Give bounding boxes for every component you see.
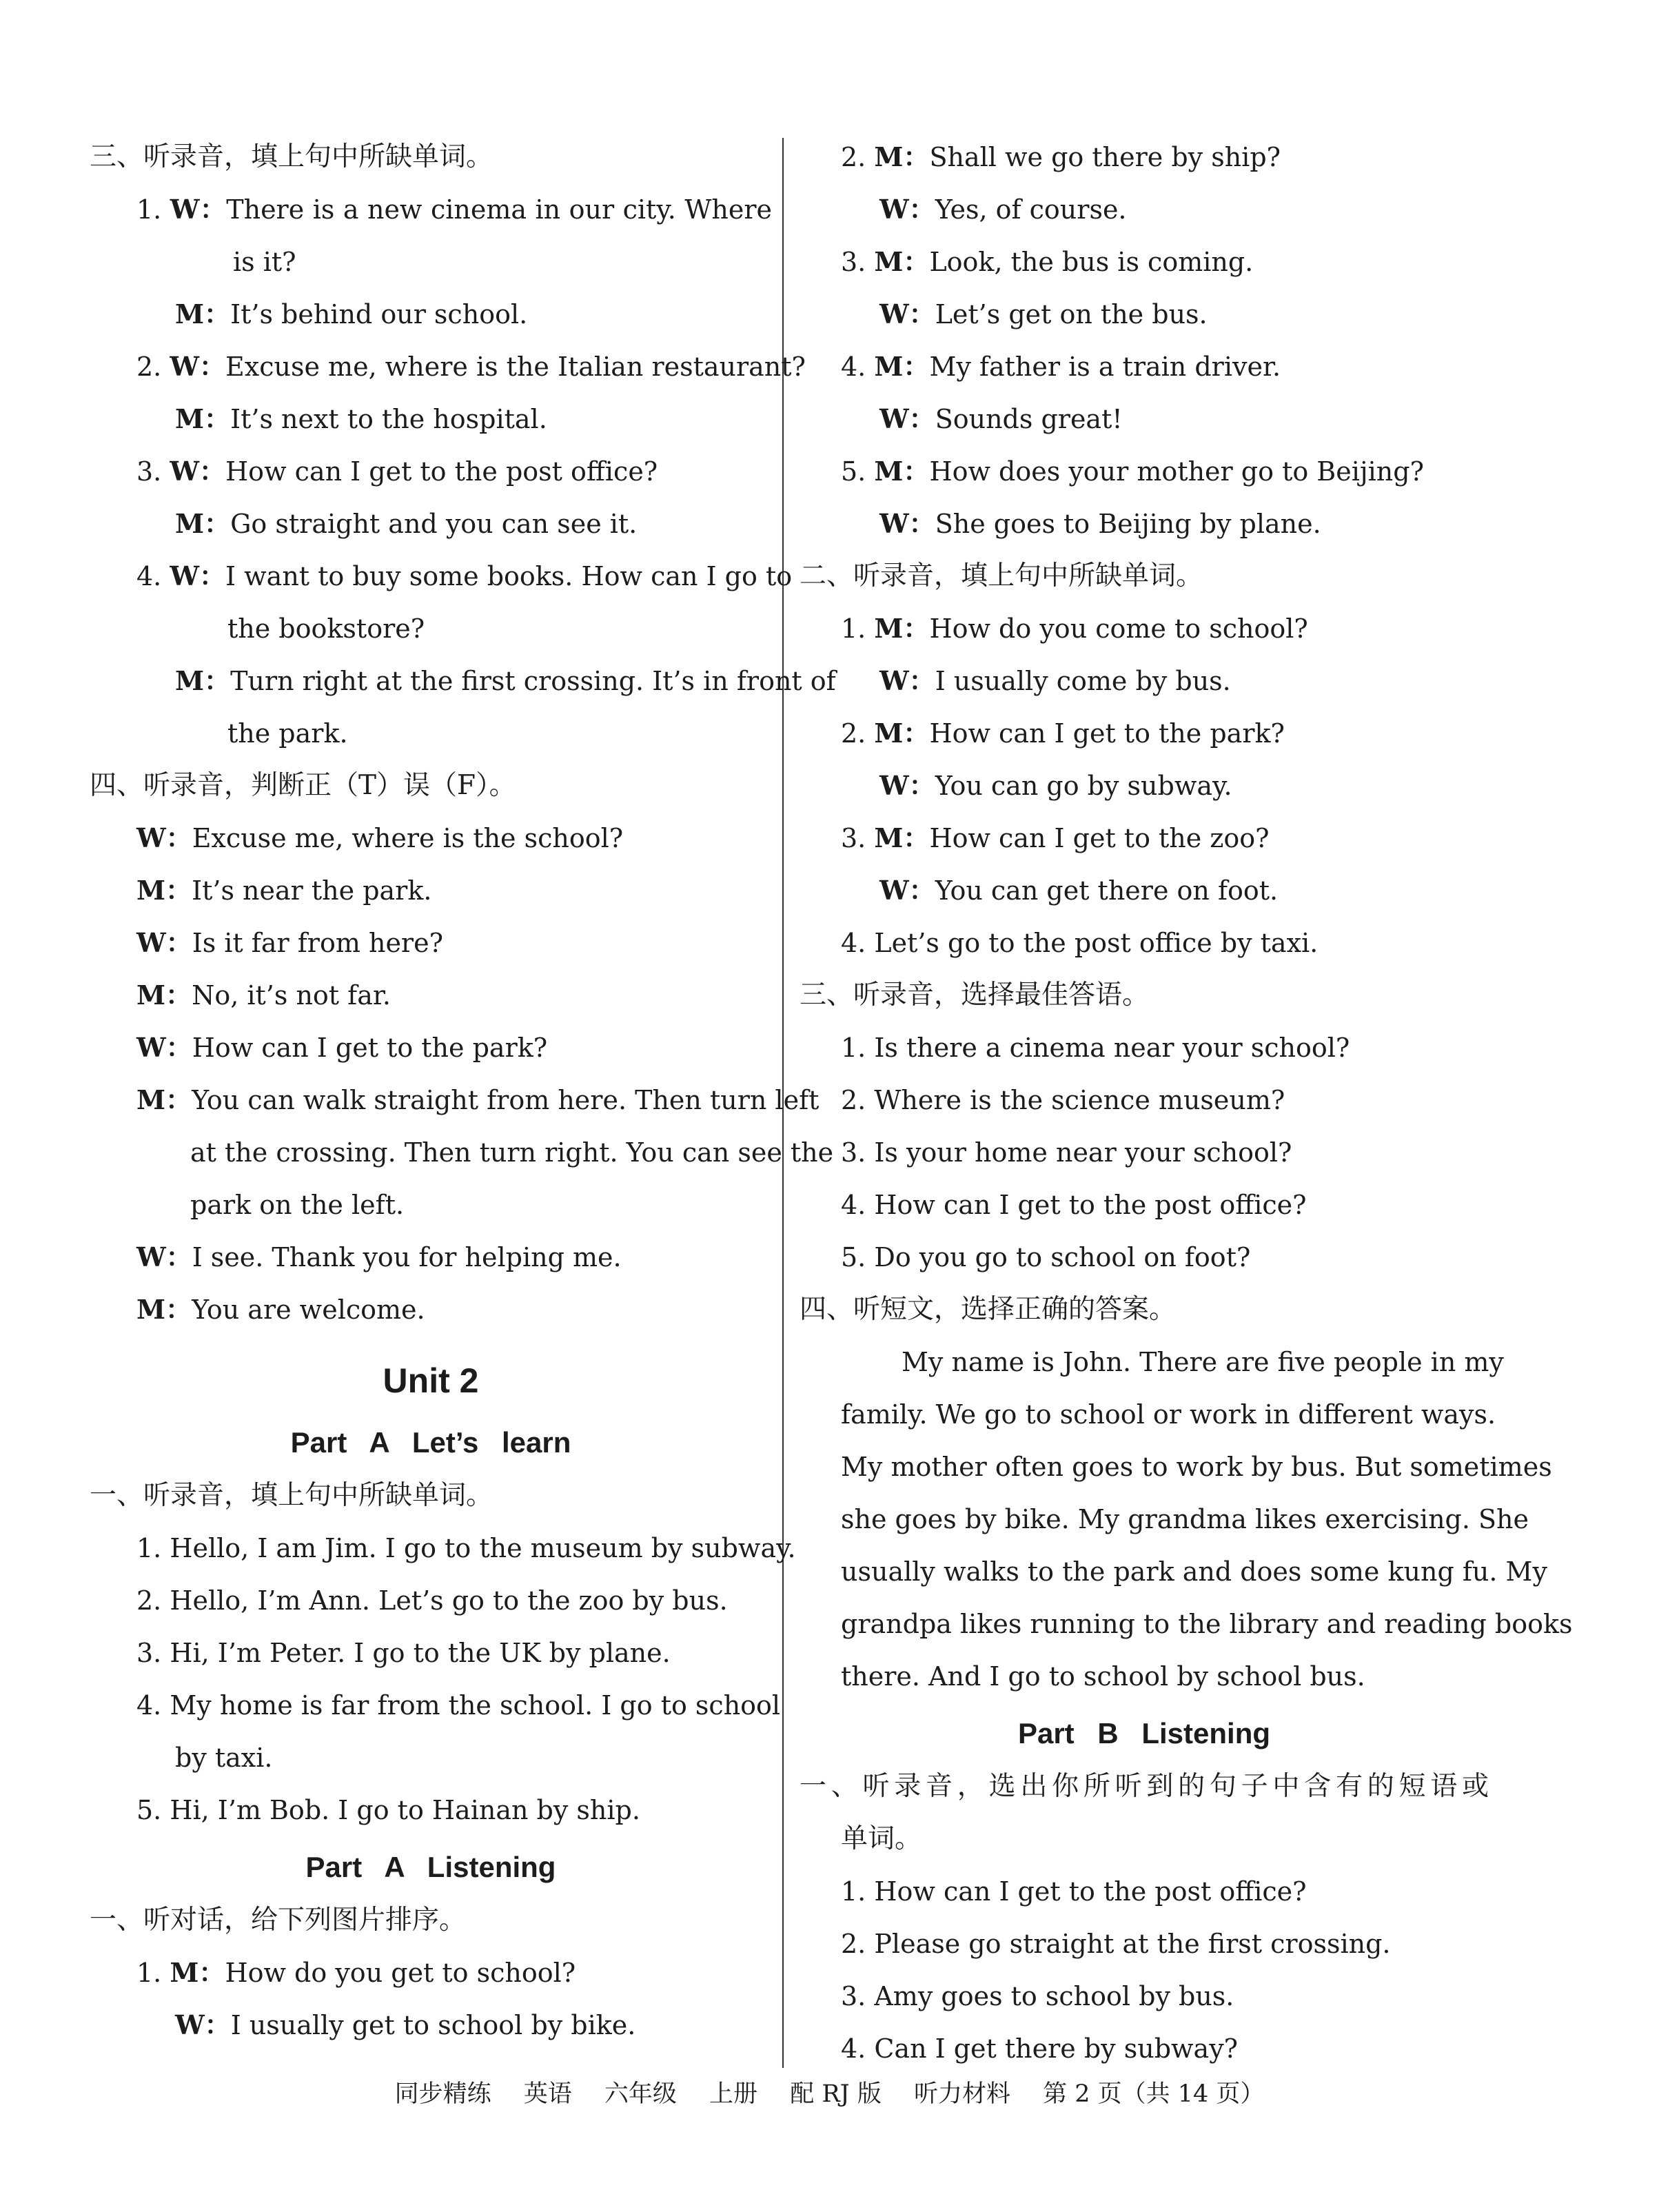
- line-text: You can walk straight from here. Then turn left: [192, 1085, 820, 1115]
- item-number: 3.: [841, 1981, 866, 2011]
- line-text: She goes to Beijing by plane.: [935, 509, 1321, 539]
- dialogue-line: [90, 1999, 772, 2051]
- dialogue-line: [800, 655, 1489, 707]
- dialogue-line-cont: at the crossing. Then turn right. You can see the: [190, 1137, 834, 1168]
- speaker-label: W：: [170, 456, 226, 487]
- speaker-label: M：: [874, 822, 930, 853]
- line-text: Excuse me, where is the Italian restaurant?: [225, 352, 806, 382]
- speaker-label: M：: [136, 1294, 192, 1325]
- line-text: You can go by subway.: [935, 771, 1232, 801]
- dialogue-line-cont: is it?: [233, 247, 296, 277]
- part-title: Part A Listening: [305, 1851, 556, 1883]
- list-item: [90, 1627, 772, 1679]
- list-item: [90, 1574, 772, 1627]
- line-text: Is your home near your school?: [874, 1137, 1292, 1168]
- list-item: [800, 2022, 1489, 2075]
- speaker-label: W：: [170, 351, 226, 382]
- footer-book: 同步精练: [394, 2080, 491, 2108]
- item-number: 2.: [136, 352, 162, 382]
- line-text: Look, the bus is coming.: [929, 247, 1254, 277]
- item-number: 3.: [841, 823, 866, 853]
- speaker-label: W：: [175, 2009, 231, 2040]
- item-number: 4.: [136, 1690, 162, 1721]
- speaker-label: W：: [136, 927, 192, 958]
- section-heading: 三、听录音，填上句中所缺单词。: [90, 141, 493, 172]
- speaker-label: W：: [170, 194, 227, 225]
- dialogue-line: [90, 393, 772, 445]
- speaker-label: W：: [879, 770, 935, 801]
- line-text: I usually come by bus.: [935, 666, 1231, 696]
- item-number: 3.: [841, 247, 866, 277]
- line-text: You are welcome.: [192, 1295, 425, 1325]
- dialogue-line: [90, 1283, 772, 1336]
- item-number: 2.: [136, 1585, 162, 1616]
- dialogue-line: [90, 969, 772, 1022]
- speaker-label: M：: [175, 298, 231, 329]
- section-heading: 一、听对话，给下列图片排序。: [90, 1905, 467, 1936]
- speaker-label: M：: [175, 403, 231, 434]
- list-item-cont: by taxi.: [175, 1743, 273, 1773]
- line-text: How can I get to the zoo?: [929, 823, 1270, 853]
- list-item: [800, 917, 1489, 969]
- line-text: Please go straight at the first crossing.: [874, 1929, 1391, 1959]
- line-text: Go straight and you can see it.: [230, 509, 638, 539]
- speaker-label: W：: [170, 560, 226, 591]
- list-item: [90, 1679, 781, 1732]
- line-text: My home is far from the school. I go to school: [170, 1690, 781, 1721]
- line-text: Amy goes to school by bus.: [874, 1981, 1234, 2011]
- line-text: It’s near the park.: [192, 875, 432, 906]
- dialogue-line-cont: park on the left.: [190, 1190, 405, 1220]
- dialogue-line: [90, 1074, 820, 1126]
- speaker-label: M：: [874, 246, 930, 277]
- speaker-label: W：: [879, 875, 935, 906]
- section-heading: 三、听录音，选择最佳答语。: [800, 980, 1150, 1011]
- item-number: 4.: [841, 2033, 866, 2064]
- item-number: 4.: [841, 1190, 866, 1220]
- page-footer: [0, 2077, 1659, 2111]
- item-number: 4.: [136, 561, 162, 591]
- right-column: [800, 131, 1573, 2075]
- dialogue-line-cont: the bookstore?: [227, 613, 425, 644]
- footer-grade: 六年级: [604, 2080, 677, 2108]
- item-number: 2.: [841, 718, 866, 749]
- speaker-label: M：: [874, 456, 930, 487]
- line-text: There is a new cinema in our city. Where: [226, 194, 772, 225]
- item-number: 3.: [136, 456, 162, 487]
- speaker-label: M：: [136, 980, 192, 1011]
- line-text: Hello, I am Jim. I go to the museum by subway.: [170, 1533, 796, 1563]
- line-text: Where is the science museum?: [874, 1085, 1285, 1115]
- line-text: Excuse me, where is the school?: [192, 823, 624, 853]
- dialogue-line: [90, 655, 836, 707]
- part-title: Part A Let’s learn: [290, 1426, 571, 1459]
- line-text: Do you go to school on foot?: [874, 1242, 1251, 1272]
- speaker-label: M：: [136, 875, 192, 906]
- footer-page-number: 第 2 页（共 14 页）: [1043, 2080, 1265, 2108]
- dialogue-line: [800, 707, 1489, 760]
- speaker-label: M：: [136, 1084, 192, 1115]
- item-number: 1.: [136, 1958, 162, 1988]
- item-number: 3.: [841, 1137, 866, 1168]
- line-text: How can I get to the post office?: [225, 456, 658, 487]
- dialogue-line: [90, 183, 772, 236]
- list-item: [90, 1784, 772, 1836]
- dialogue-line: [90, 550, 793, 602]
- dialogue-line: [800, 812, 1489, 864]
- unit-title: Unit 2: [383, 1361, 479, 1400]
- speaker-label: W：: [879, 298, 935, 329]
- speaker-label: M：: [175, 508, 231, 539]
- dialogue-line: [90, 812, 772, 864]
- dialogue-line: [90, 288, 772, 341]
- item-number: 1.: [841, 1876, 866, 1907]
- line-text: My father is a train driver.: [929, 352, 1281, 382]
- line-text: I want to buy some books. How can I go to: [225, 561, 793, 591]
- line-text: Shall we go there by ship?: [929, 142, 1281, 172]
- line-text: It’s behind our school.: [230, 299, 528, 329]
- item-number: 1.: [841, 1033, 866, 1063]
- dialogue-line: [90, 917, 772, 969]
- speaker-label: W：: [879, 194, 935, 225]
- dialogue-line-cont: the park.: [227, 718, 348, 749]
- list-item: [800, 1918, 1489, 1970]
- item-number: 4.: [841, 928, 866, 958]
- left-column: [90, 131, 836, 2051]
- item-number: 3.: [136, 1638, 162, 1668]
- item-number: 5.: [841, 1242, 866, 1272]
- dialogue-line: [800, 341, 1489, 393]
- item-number: 2.: [841, 142, 866, 172]
- speaker-label: W：: [879, 665, 935, 696]
- dialogue-line: [90, 1947, 772, 1999]
- passage-line: grandpa likes running to the library and reading books: [841, 1609, 1573, 1639]
- section-heading: 一、听录音，填上句中所缺单词。: [90, 1480, 493, 1511]
- dialogue-line: [90, 1231, 772, 1283]
- line-text: It’s next to the hospital.: [230, 404, 547, 434]
- section-heading: 四、听录音，判断正（T）误（F）。: [90, 770, 516, 801]
- line-text: Turn right at the first crossing. It’s in front of: [230, 666, 836, 696]
- speaker-label: M：: [874, 351, 930, 382]
- line-text: How do you come to school?: [929, 613, 1308, 644]
- line-text: How can I get to the post office?: [874, 1876, 1307, 1907]
- line-text: I see. Thank you for helping me.: [192, 1242, 622, 1272]
- line-text: Let’s go to the post office by taxi.: [874, 928, 1319, 958]
- line-text: Is it far from here?: [192, 928, 443, 958]
- dialogue-line: [800, 393, 1489, 445]
- dialogue-line: [800, 288, 1489, 341]
- line-text: No, it’s not far.: [192, 980, 391, 1011]
- line-text: Yes, of course.: [935, 194, 1127, 225]
- speaker-label: M：: [874, 718, 930, 749]
- item-number: 2.: [841, 1929, 866, 1959]
- list-item: [90, 1522, 796, 1574]
- speaker-label: M：: [874, 141, 930, 172]
- passage-line: usually walks to the park and does some kung fu. My: [841, 1556, 1547, 1587]
- line-text: Let’s get on the bus.: [935, 299, 1208, 329]
- dialogue-line: [800, 183, 1489, 236]
- speaker-label: M：: [170, 1957, 225, 1988]
- line-text: Hi, I’m Bob. I go to Hainan by ship.: [170, 1795, 640, 1825]
- footer-material: 听力材料: [913, 2080, 1010, 2108]
- footer-subject: 英语: [523, 2080, 572, 2108]
- line-text: Is there a cinema near your school?: [874, 1033, 1350, 1063]
- dialogue-line: [800, 864, 1489, 917]
- dialogue-line: [90, 445, 772, 498]
- line-text: How do you get to school?: [225, 1958, 576, 1988]
- line-text: How can I get to the park?: [192, 1033, 548, 1063]
- speaker-label: W：: [879, 508, 935, 539]
- section-heading: 一、听录音，选出你所听到的句子中含有的短语或: [800, 1771, 1489, 1802]
- passage-line: she goes by bike. My grandma likes exercising. She: [841, 1504, 1529, 1534]
- list-item: [800, 1231, 1489, 1283]
- dialogue-line: [90, 341, 806, 393]
- section-heading-cont: 单词。: [841, 1823, 922, 1854]
- footer-edition: 配 RJ 版: [790, 2080, 882, 2108]
- item-number: 1.: [136, 194, 162, 225]
- line-text: You can get there on foot.: [935, 875, 1279, 906]
- speaker-label: W：: [136, 1241, 192, 1272]
- line-text: Sounds great!: [935, 404, 1123, 434]
- part-title: Part B Listening: [1017, 1717, 1271, 1749]
- line-text: How can I get to the post office?: [874, 1190, 1307, 1220]
- speaker-label: W：: [879, 403, 935, 434]
- item-number: 4.: [841, 352, 866, 382]
- list-item: [800, 1865, 1489, 1918]
- speaker-label: W：: [136, 822, 192, 853]
- list-item: [800, 1970, 1489, 2022]
- item-number: 5.: [841, 456, 866, 487]
- line-text: Hello, I’m Ann. Let’s go to the zoo by bus.: [170, 1585, 728, 1616]
- passage-line: there. And I go to school by school bus.: [841, 1661, 1365, 1692]
- list-item: [800, 1074, 1489, 1126]
- dialogue-line: [800, 131, 1489, 183]
- list-item: [800, 1022, 1489, 1074]
- line-text: How does your mother go to Beijing?: [929, 456, 1424, 487]
- dialogue-line: [90, 1022, 772, 1074]
- dialogue-line: [800, 236, 1489, 288]
- dialogue-line: [800, 760, 1489, 812]
- speaker-label: M：: [175, 665, 231, 696]
- speaker-label: W：: [136, 1032, 192, 1063]
- dialogue-line: [800, 498, 1489, 550]
- passage-line: My mother often goes to work by bus. But sometimes: [841, 1452, 1552, 1482]
- item-number: 2.: [841, 1085, 866, 1115]
- dialogue-line: [90, 864, 772, 917]
- footer-volume: 上册: [709, 2080, 758, 2108]
- passage-line: My name is John. There are five people in my: [902, 1347, 1504, 1377]
- line-text: How can I get to the park?: [929, 718, 1285, 749]
- dialogue-line: [800, 602, 1489, 655]
- item-number: 1.: [136, 1533, 162, 1563]
- line-text: I usually get to school by bike.: [230, 2010, 636, 2040]
- dialogue-line: [800, 445, 1489, 498]
- line-text: Hi, I’m Peter. I go to the UK by plane.: [170, 1638, 671, 1668]
- item-number: 1.: [841, 613, 866, 644]
- section-heading: 二、听录音，填上句中所缺单词。: [800, 560, 1203, 591]
- list-item: [800, 1126, 1489, 1179]
- list-item: [800, 1179, 1489, 1231]
- line-text: Can I get there by subway?: [874, 2033, 1239, 2064]
- section-heading: 四、听短文，选择正确的答案。: [800, 1294, 1177, 1325]
- passage-line: family. We go to school or work in different ways.: [841, 1399, 1496, 1430]
- speaker-label: M：: [874, 613, 930, 644]
- item-number: 5.: [136, 1795, 162, 1825]
- dialogue-line: [90, 498, 772, 550]
